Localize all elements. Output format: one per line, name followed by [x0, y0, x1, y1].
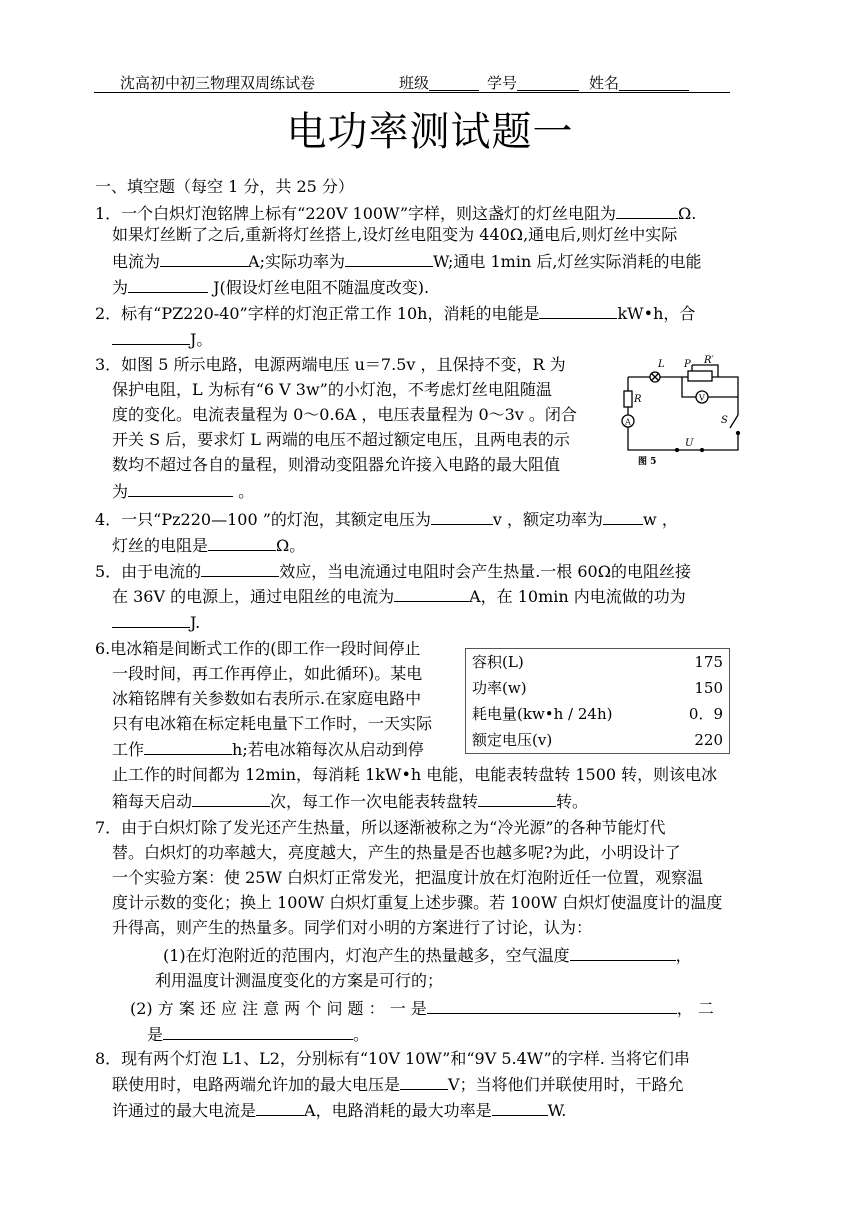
q1-line-1: 1．一个白炽灯泡铭牌上标有“220V 100W”字样，则这盏灯的灯丝电阻为 Ω.	[95, 200, 696, 227]
section-heading: 一、填空题（每空 1 分，共 25 分）	[95, 177, 354, 196]
q6-line-7: 箱每天启动 次，每工作一次电能表转盘转 转。	[112, 788, 588, 815]
exam-header	[94, 70, 730, 93]
table-row	[466, 727, 730, 754]
q2-blank-1[interactable]	[539, 300, 617, 319]
student-id-label: 学号	[487, 72, 579, 93]
q4-blank-2[interactable]	[603, 506, 643, 525]
q4-blank-3[interactable]	[208, 532, 276, 551]
spec-value: 220	[694, 731, 723, 749]
spec-label: 功率(w)	[472, 679, 527, 697]
fig-label-R: R	[634, 394, 642, 405]
resistor-icon	[624, 391, 632, 407]
fig-label-P: P	[684, 359, 691, 370]
q8-line-1: 8．现有两个灯泡 L1、L2，分别标有“10V 10W”和“9V 5.4W”的字样. 当将它们串	[95, 1049, 690, 1068]
q7-line-2: 替。白炽灯的功率越大，亮度越大，产生的热量是否也越多呢?为此，小明设计了	[112, 843, 681, 862]
spec-label: 额定电压(v)	[472, 731, 553, 749]
q3-line-6: 为 。	[112, 478, 254, 505]
q4-blank-1[interactable]	[431, 506, 493, 525]
q7-line-7: 利用温度计测温度变化的方案是可行的；	[155, 971, 444, 990]
fridge-spec-table	[465, 648, 730, 754]
figure-caption: 图 5	[638, 457, 657, 467]
q2-line-2: J。	[112, 326, 212, 353]
spec-label: 耗电量(kw•h / 24h)	[472, 705, 613, 723]
q3-line-1: 3．如图 5 所示电路，电源两端电压 u＝7.5v ，且保持不变，R 为	[95, 355, 566, 374]
spec-label: 容积(L)	[472, 653, 524, 671]
table-row	[466, 701, 730, 727]
q8-blank-1[interactable]	[400, 1071, 448, 1090]
q7-line-3: 一个实验方案：使 25W 白炽灯正常发光，把温度计放在灯泡附近任一位置，观察温	[112, 868, 703, 887]
q1-blank-2[interactable]	[160, 248, 248, 267]
q6-line-4: 只有电冰箱在标定耗电量下工作时，一天实际	[112, 714, 433, 733]
q3-line-4: 开关 S 后，要求灯 L 两端的电压不超过额定电压，且两电表的示	[112, 430, 570, 449]
fig-label-R-prime: R′	[704, 355, 714, 366]
q6-line-2: 一段时间，再工作再停止，如此循环)。某电	[112, 664, 423, 683]
fig-label-S: S	[721, 415, 728, 426]
q1-blank-3[interactable]	[345, 248, 433, 267]
q3-blank-1[interactable]	[128, 478, 233, 497]
q4-line-1: 4．一只“Pz220—100 ”的灯泡，其额定电压为 v ，额定功率为 w ，	[95, 506, 678, 533]
q3-line-2: 保护电阻，L 为标有“6 V 3w”的小灯泡，不考虑灯丝电阻随温	[112, 380, 552, 399]
class-label: 班级	[399, 72, 479, 93]
fig-label-A: A	[625, 417, 631, 427]
q2-line-1: 2．标有“PZ220-40”字样的灯泡正常工作 10h，消耗的电能是 kW•h，合	[95, 300, 695, 327]
fig-label-V: V	[699, 393, 705, 403]
q1-blank-4[interactable]	[128, 274, 208, 293]
q3-line-3: 度的变化。电流表量程为 0～0.6A ，电压表量程为 0～3v 。闭合	[112, 405, 577, 424]
q8-blank-2[interactable]	[256, 1097, 304, 1116]
circuit-diagram-figure-5	[620, 355, 745, 470]
q7-line-6: (1)在灯泡附近的范围内，灯泡产生的热量越多，空气温度 ，	[163, 942, 692, 969]
q6-line-3: 冰箱铭牌有关参数如右表所示.在家庭电路中	[112, 689, 422, 708]
rheostat-icon	[688, 371, 712, 381]
q5-blank-3[interactable]	[112, 609, 190, 628]
q6-blank-2[interactable]	[192, 788, 270, 807]
q3-line-5: 数均不超过各自的量程，则滑动变阻器允许接入电路的最大阻值	[112, 455, 561, 474]
table-row	[466, 675, 730, 701]
school-label: 沈高初中初三物理双周练试卷	[120, 74, 316, 92]
q6-blank-1[interactable]	[144, 736, 232, 755]
q7-line-5: 升得高，则产生的热量多。同学们对小明的方案进行了讨论，认为：	[112, 918, 593, 937]
q7-blank-2[interactable]	[427, 995, 677, 1014]
q7-line-9: 是 。	[147, 1021, 369, 1048]
table-row	[466, 649, 730, 676]
student-name-label: 姓名	[589, 72, 689, 93]
q1-blank-1[interactable]	[616, 200, 678, 219]
q1-line-2: 如果灯丝断了之后,重新将灯丝搭上,设灯丝电阻变为 440Ω,通电后,则灯丝中实际	[112, 225, 678, 244]
q4-line-2: 灯丝的电阻是 Ω。	[112, 532, 305, 559]
q5-blank-2[interactable]	[394, 583, 469, 602]
q8-blank-3[interactable]	[492, 1097, 548, 1116]
fig-label-L: L	[658, 359, 665, 370]
q7-line-8: (2) 方 案 还 应 注 意 两 个 问 题 ： 一 是 ， 二	[130, 995, 714, 1022]
q7-blank-1[interactable]	[570, 942, 676, 961]
q5-line-2: 在 36V 的电源上，通过电阻丝的电流为 A，在 10min 内电流做的功为	[112, 583, 686, 610]
q7-blank-3[interactable]	[163, 1021, 353, 1040]
q6-blank-3[interactable]	[478, 788, 556, 807]
q7-line-1: 7．由于白炽灯除了发光还产生热量，所以逐渐被称之为“冷光源”的各种节能灯代	[95, 818, 666, 837]
q5-line-3: J.	[112, 609, 200, 636]
fig-label-U: U	[685, 438, 694, 449]
q8-line-3: 许通过的最大电流是 A，电路消耗的最大功率是 W.	[112, 1097, 566, 1124]
q2-blank-2[interactable]	[112, 326, 190, 345]
spec-value: 0．9	[688, 705, 723, 723]
q7-line-4: 度计示数的变化；换上 100W 白炽灯重复上述步骤。若 100W 白炽灯使温度计的温度	[112, 893, 723, 912]
q1-line-4: 为 J(假设灯丝电阻不随温度改变).	[112, 274, 429, 301]
q8-line-2: 联使用时，电路两端允许加的最大电压是 V；当将他们并联使用时，干路允	[112, 1071, 684, 1098]
spec-value: 175	[694, 653, 723, 671]
spec-value: 150	[694, 679, 723, 697]
q5-blank-1[interactable]	[201, 558, 279, 577]
q1-line-3: 电流为 A;实际功率为 W;通电 1min 后,灯丝实际消耗的电能	[112, 248, 701, 275]
page-title: 电功率测试题一	[286, 109, 574, 155]
q6-line-6: 止工作的时间都为 12min，每消耗 1kW•h 电能，电能表转盘转 1500 转，则该电冰	[112, 765, 718, 784]
switch-icon	[730, 415, 738, 428]
q6-line-5: 工作 h;若电冰箱每次从启动到停	[112, 736, 424, 763]
q6-line-1: 6.电冰箱是间断式工作的(即工作一段时间停止	[95, 639, 421, 658]
q5-line-1: 5．由于电流的 效应，当电流通过电阻时会产生热量.一根 60Ω的电阻丝接	[95, 558, 691, 585]
